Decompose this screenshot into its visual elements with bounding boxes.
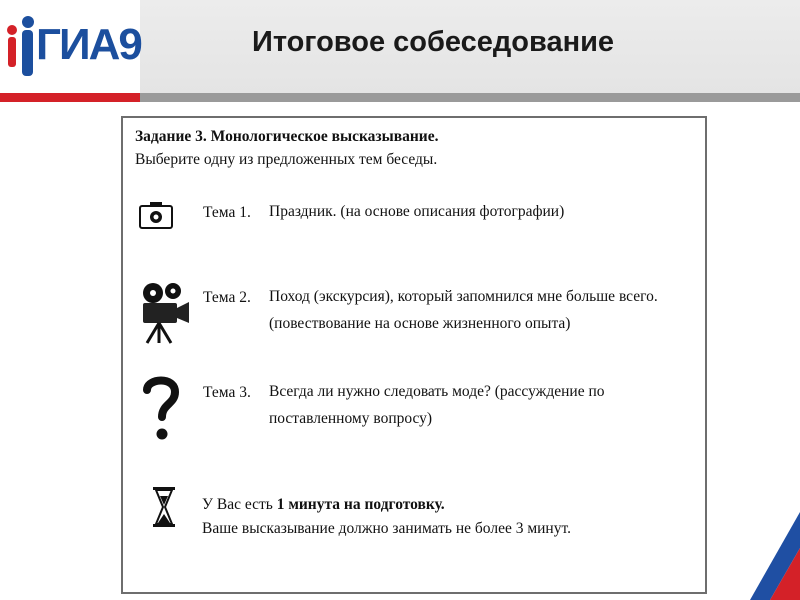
task-heading: Задание 3. Монологическое высказывание.	[135, 128, 439, 145]
question-mark-icon	[141, 372, 181, 444]
topic-text-line: Всегда ли нужно следовать моде? (рассуждение по	[269, 383, 605, 400]
gia9-logo	[0, 0, 140, 93]
task-card	[121, 116, 707, 594]
topic-label: Тема 1.	[203, 204, 251, 221]
topic-label: Тема 2.	[203, 289, 251, 306]
task-instruction: Выберите одну из предложенных тем беседы.	[135, 151, 438, 168]
logo-text: ГИА9	[36, 20, 141, 69]
page-title: Итоговое собеседование	[252, 26, 615, 58]
header-divider-accent	[0, 93, 140, 102]
prep-text: У Вас есть	[202, 496, 277, 513]
prep-time-bold: 1 минута на подготовку.	[276, 496, 445, 513]
topic-text-line: (повествование на основе жизненного опыта)	[269, 315, 571, 332]
prep-line-2: Ваше высказывание должно занимать не более 3 минут.	[202, 520, 571, 537]
camera-icon	[139, 200, 173, 230]
film-camera-icon	[137, 281, 191, 345]
topic-text-line: Праздник. (на основе описания фотографии)	[269, 203, 565, 220]
hourglass-icon	[151, 486, 177, 528]
prep-line-1	[202, 496, 445, 514]
topic-text-line: Поход (экскурсия), который запомнился мне больше всего.	[269, 288, 658, 305]
topic-text-line: поставленному вопросу)	[269, 410, 433, 427]
topic-label: Тема 3.	[203, 384, 251, 401]
